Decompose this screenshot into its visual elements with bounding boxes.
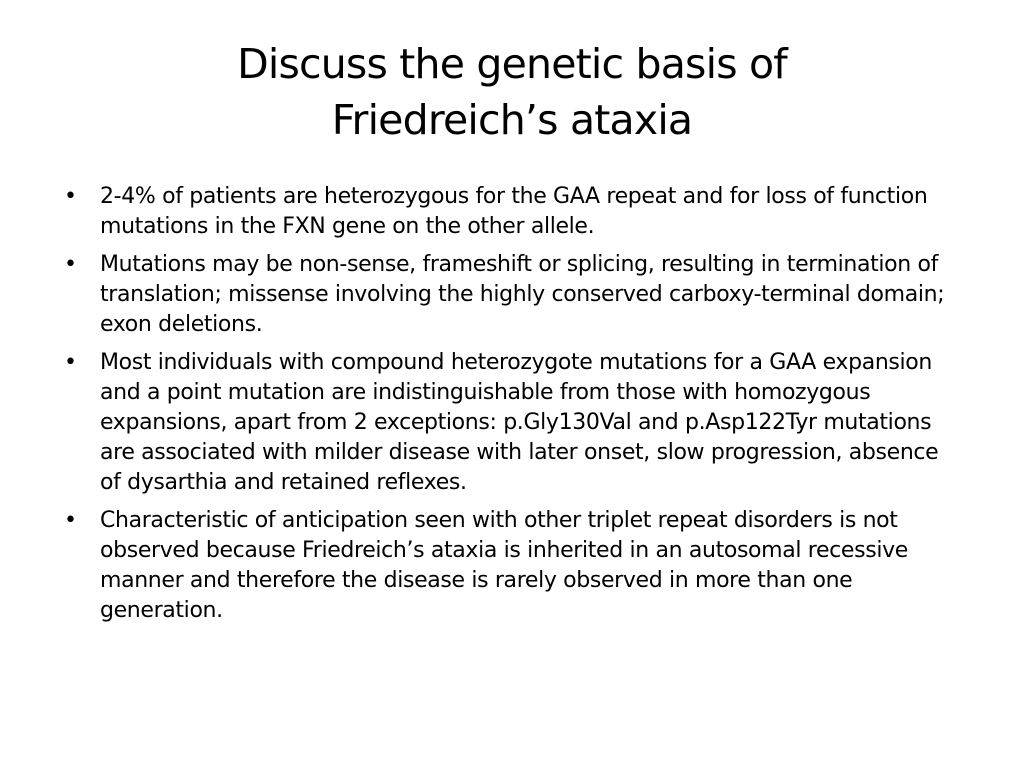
bullet-text-2: Mutations may be non-sense, frameshift or splicing, resulting in termination of translation; missense involving the highly conserved carboxy-terminal domain; exon deletions.: [100, 252, 945, 337]
bullet-text-3: Most individuals with compound heterozygote mutations for a GAA expansion and a point mutation are indistinguishable from those with homozygous expansions, apart from 2 exceptions: p.Gly130Val and p.Asp122Tyr mutations are associated with milder disease with later onset, slow progression, absence of dysarthia and retained reflexes.: [100, 350, 939, 495]
bullet-dot-icon: •: [64, 252, 77, 277]
slide-title-line-2: Friedreich’s ataxia: [331, 96, 693, 144]
bullet-text-4: Characteristic of anticipation seen with other triplet repeat disorders is not observed because Friedreich’s ataxia is inherited in an autosomal recessive manner and therefore the disease is rarely observed in more than one generation.: [100, 508, 908, 623]
bullet-dot-icon: •: [64, 508, 77, 533]
bullet-item-2: [64, 250, 964, 340]
bullet-item-4: [64, 506, 964, 626]
slide-title: [100, 36, 924, 148]
bullet-item-1: [64, 182, 964, 242]
bullet-list: [64, 182, 964, 634]
bullet-dot-icon: •: [64, 184, 77, 209]
bullet-item-3: [64, 348, 964, 498]
slide-title-line-1: Discuss the genetic basis of: [237, 40, 787, 88]
bullet-dot-icon: •: [64, 350, 77, 375]
bullet-text-1: 2-4% of patients are heterozygous for the GAA repeat and for loss of function mutations in the FXN gene on the other allele.: [100, 184, 928, 239]
